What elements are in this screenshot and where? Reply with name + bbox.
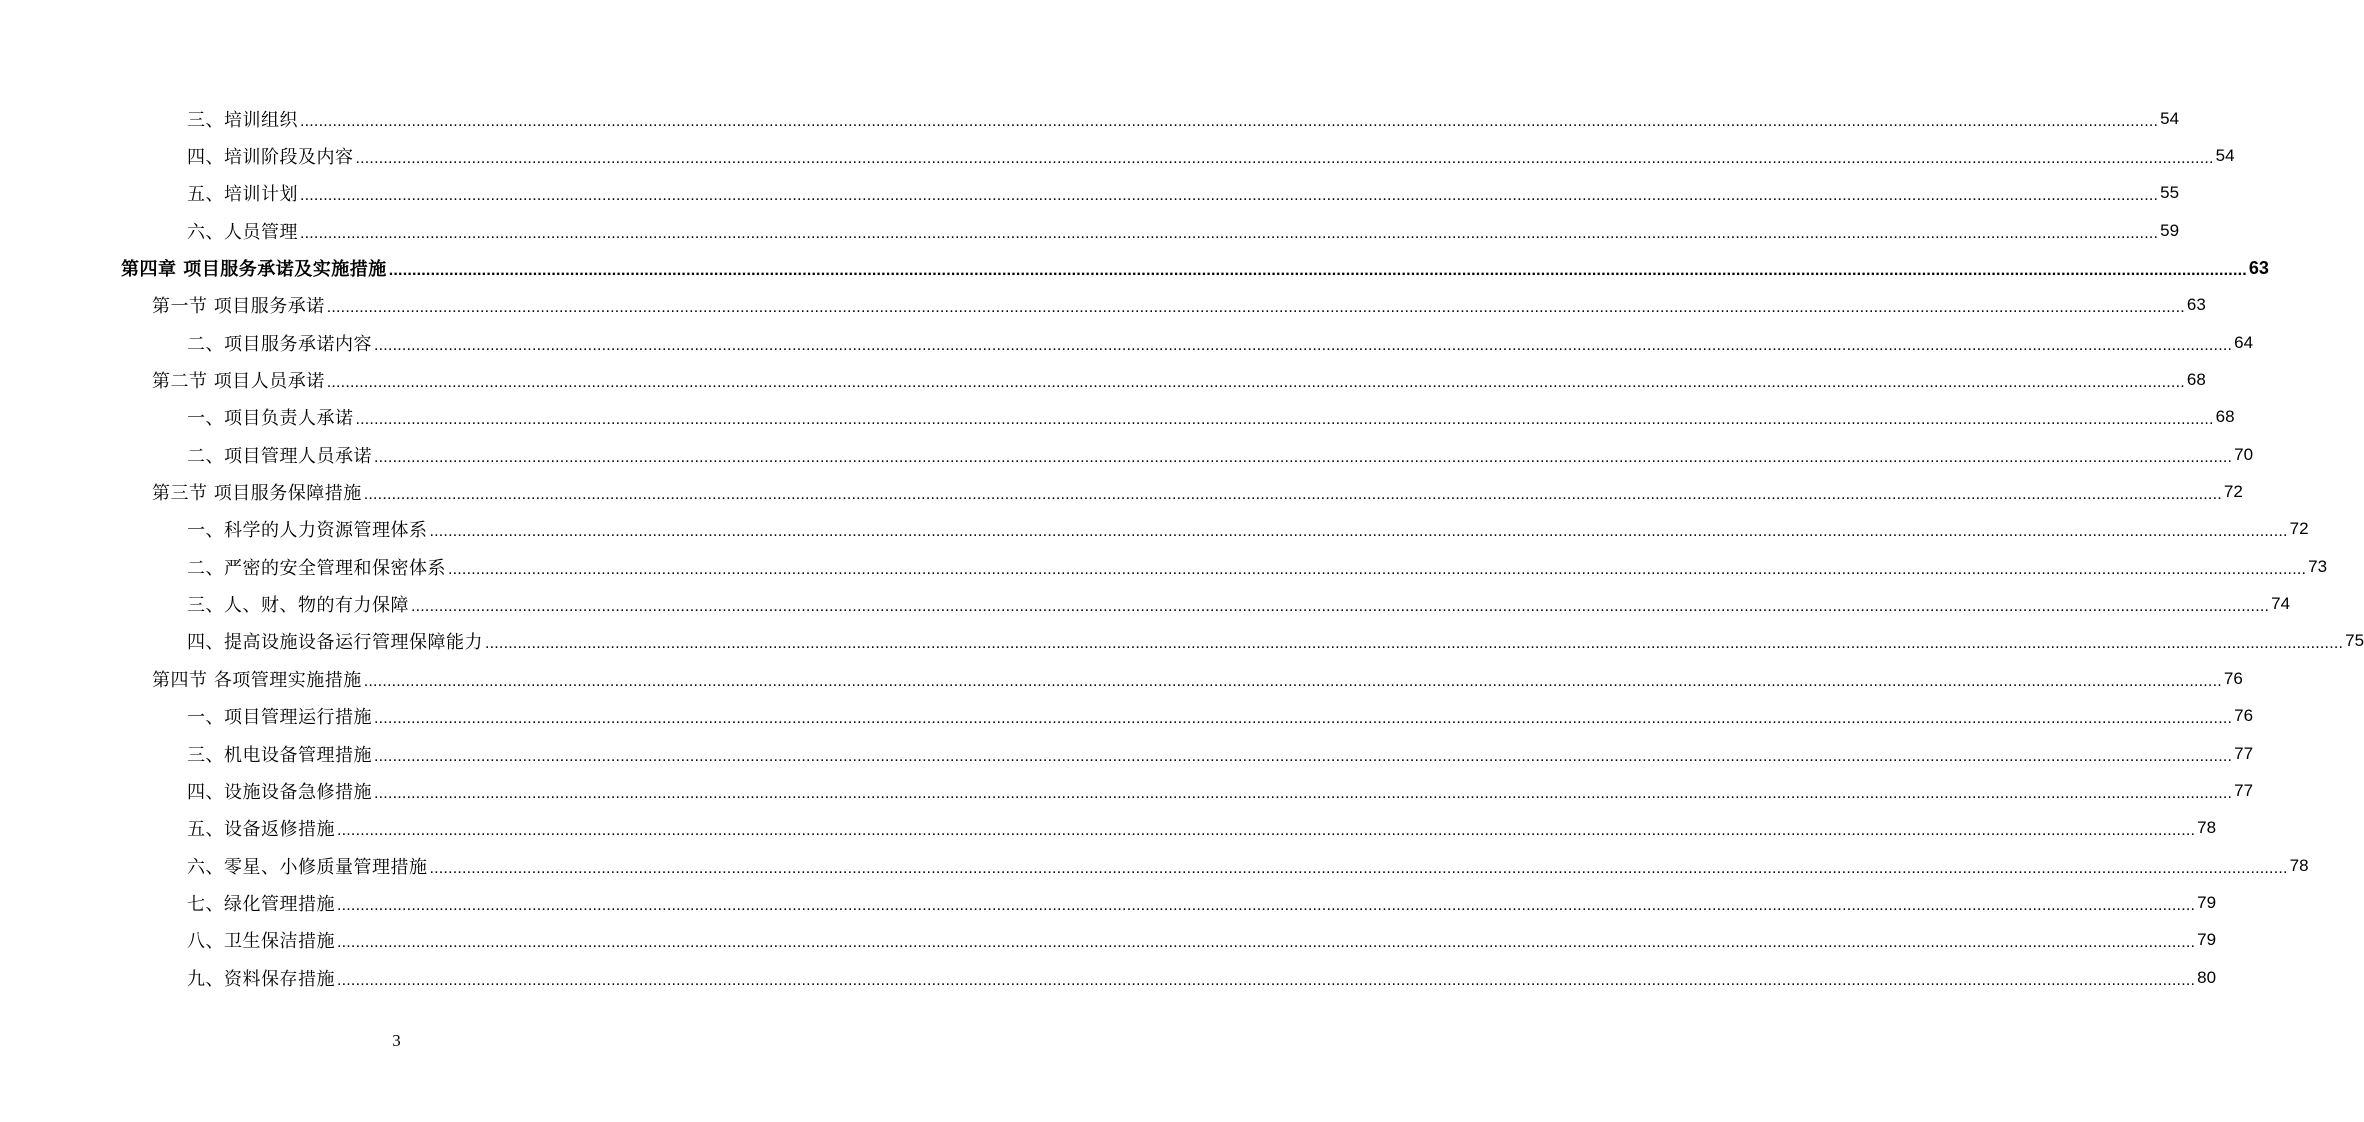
toc-entry-page: 72	[2289, 519, 2309, 539]
toc-entry-page: 78	[2197, 818, 2217, 838]
toc-dot-leader: ................................................................................................................................................................................................................................................................................................................................................................................................................	[337, 934, 2196, 952]
toc-entry-page: 73	[2308, 556, 2328, 576]
toc-dot-leader: ................................................................................................................................................................................................................................................................................................................................................................................................................	[337, 822, 2196, 840]
toc-subsection-entry[interactable]	[0, 847, 2309, 884]
toc-subsection-entry[interactable]	[0, 137, 2235, 174]
toc-entry-page: 68	[2186, 370, 2206, 390]
toc-section-entry[interactable]	[0, 660, 2243, 697]
toc-subsection-entry[interactable]	[0, 175, 2180, 212]
toc-entry-page: 63	[2248, 257, 2269, 278]
toc-entry-page: 79	[2197, 930, 2217, 950]
toc-entry-title: 七、绿化管理措施	[187, 890, 337, 916]
toc-entry-title: 四、提高设施设备运行管理保障能力	[187, 628, 485, 654]
toc-dot-leader: ................................................................................................................................................................................................................................................................................................................................................................................................................	[300, 112, 2159, 130]
toc-entry-title: 第三节 项目服务保障措施	[152, 479, 364, 505]
toc-subsection-entry[interactable]	[0, 324, 2254, 361]
toc-entry-title: 三、机电设备管理措施	[187, 741, 374, 767]
toc-entry-page: 78	[2289, 855, 2309, 875]
toc-dot-leader: ................................................................................................................................................................................................................................................................................................................................................................................................................	[485, 635, 2344, 653]
toc-entry-title: 四、培训阶段及内容	[187, 143, 356, 169]
page-number: 3	[392, 1031, 401, 1050]
toc-entry-page: 68	[2215, 407, 2235, 427]
toc-chapter-entry[interactable]	[0, 249, 2269, 286]
toc-entry-title: 九、资料保存措施	[187, 965, 337, 991]
toc-entry-title: 第四节 各项管理实施措施	[152, 666, 364, 692]
toc-subsection-entry[interactable]	[0, 436, 2254, 473]
toc-subsection-entry[interactable]	[0, 922, 2217, 959]
toc-subsection-entry[interactable]	[0, 772, 2254, 809]
toc-subsection-entry[interactable]	[0, 212, 2180, 249]
toc-entry-page: 74	[2271, 594, 2291, 614]
toc-dot-leader: ................................................................................................................................................................................................................................................................................................................................................................................................................	[374, 747, 2233, 765]
toc-dot-leader: ................................................................................................................................................................................................................................................................................................................................................................................................................	[374, 336, 2233, 354]
toc-dot-leader: ................................................................................................................................................................................................................................................................................................................................................................................................................	[411, 598, 2270, 616]
toc-dot-leader: ................................................................................................................................................................................................................................................................................................................................................................................................................	[337, 896, 2196, 914]
toc-entry-page: 64	[2234, 332, 2254, 352]
toc-entry-title: 二、项目管理人员承诺	[187, 442, 374, 468]
toc-entry-page: 80	[2197, 967, 2217, 987]
toc-entry-page: 54	[2215, 146, 2235, 166]
toc-entry-title: 四、设施设备急修措施	[187, 778, 374, 804]
toc-section-entry[interactable]	[0, 361, 2206, 398]
toc-dot-leader: ................................................................................................................................................................................................................................................................................................................................................................................................................	[429, 523, 2288, 541]
toc-section-entry[interactable]	[0, 473, 2243, 510]
toc-entry-title: 八、卫生保洁措施	[187, 927, 337, 953]
toc-entry-page: 77	[2234, 743, 2254, 763]
toc-subsection-entry[interactable]	[0, 399, 2235, 436]
toc-entry-page: 72	[2223, 482, 2243, 502]
toc-entry-title: 一、项目管理运行措施	[187, 703, 374, 729]
toc-entry-title: 六、人员管理	[187, 218, 300, 244]
toc-subsection-entry[interactable]	[0, 511, 2309, 548]
toc-dot-leader: ................................................................................................................................................................................................................................................................................................................................................................................................................	[363, 486, 2222, 504]
toc-entry-page: 75	[2345, 631, 2364, 651]
toc-entry-page: 76	[2223, 668, 2243, 688]
toc-subsection-entry[interactable]	[0, 585, 2291, 622]
toc-dot-leader: ................................................................................................................................................................................................................................................................................................................................................................................................................	[300, 187, 2159, 205]
toc-dot-leader: ................................................................................................................................................................................................................................................................................................................................................................................................................	[326, 374, 2185, 392]
toc-entry-title: 三、培训组织	[187, 106, 300, 132]
toc-subsection-entry[interactable]	[0, 884, 2217, 921]
toc-entry-title: 第二节 项目人员承诺	[152, 367, 327, 393]
toc-entry-title: 二、项目服务承诺内容	[187, 330, 374, 356]
toc-entry-title: 六、零星、小修质量管理措施	[187, 853, 430, 879]
toc-entry-page: 79	[2197, 892, 2217, 912]
toc-entry-page: 54	[2160, 108, 2180, 128]
toc-dot-leader: ................................................................................................................................................................................................................................................................................................................................................................................................................	[388, 262, 2247, 280]
toc-subsection-entry[interactable]	[0, 959, 2217, 996]
toc-dot-leader: ................................................................................................................................................................................................................................................................................................................................................................................................................	[300, 224, 2159, 242]
toc-entry-page: 76	[2234, 706, 2254, 726]
toc-dot-leader: ................................................................................................................................................................................................................................................................................................................................................................................................................	[355, 150, 2214, 168]
toc-section-entry[interactable]	[0, 287, 2206, 324]
toc-entry-title: 一、项目负责人承诺	[187, 404, 356, 430]
toc-subsection-entry[interactable]	[0, 698, 2254, 735]
toc-subsection-entry[interactable]	[0, 623, 2364, 660]
toc-subsection-entry[interactable]	[0, 100, 2180, 137]
toc-subsection-entry[interactable]	[0, 810, 2217, 847]
toc-entry-page: 63	[2186, 295, 2206, 315]
toc-dot-leader: ................................................................................................................................................................................................................................................................................................................................................................................................................	[326, 299, 2185, 317]
toc-dot-leader: ................................................................................................................................................................................................................................................................................................................................................................................................................	[448, 560, 2307, 578]
table-of-contents	[0, 100, 2364, 996]
toc-subsection-entry[interactable]	[0, 548, 2328, 585]
toc-subsection-entry[interactable]	[0, 735, 2254, 772]
toc-entry-title: 三、人、财、物的有力保障	[187, 591, 411, 617]
toc-entry-title: 一、科学的人力资源管理体系	[187, 516, 430, 542]
toc-entry-page: 55	[2160, 183, 2180, 203]
toc-dot-leader: ................................................................................................................................................................................................................................................................................................................................................................................................................	[429, 859, 2288, 877]
toc-entry-page: 59	[2160, 220, 2180, 240]
toc-entry-page: 70	[2234, 444, 2254, 464]
toc-dot-leader: ................................................................................................................................................................................................................................................................................................................................................................................................................	[374, 448, 2233, 466]
toc-dot-leader: ................................................................................................................................................................................................................................................................................................................................................................................................................	[374, 710, 2233, 728]
toc-entry-title: 第四章 项目服务承诺及实施措施	[121, 255, 389, 281]
toc-entry-title: 五、设备返修措施	[187, 815, 337, 841]
toc-entry-title: 第一节 项目服务承诺	[152, 292, 327, 318]
toc-dot-leader: ................................................................................................................................................................................................................................................................................................................................................................................................................	[363, 672, 2222, 690]
toc-entry-title: 二、严密的安全管理和保密体系	[187, 554, 448, 580]
toc-dot-leader: ................................................................................................................................................................................................................................................................................................................................................................................................................	[337, 971, 2196, 989]
toc-entry-page: 77	[2234, 780, 2254, 800]
toc-dot-leader: ................................................................................................................................................................................................................................................................................................................................................................................................................	[374, 784, 2233, 802]
toc-dot-leader: ................................................................................................................................................................................................................................................................................................................................................................................................................	[355, 411, 2214, 429]
toc-entry-title: 五、培训计划	[187, 180, 300, 206]
